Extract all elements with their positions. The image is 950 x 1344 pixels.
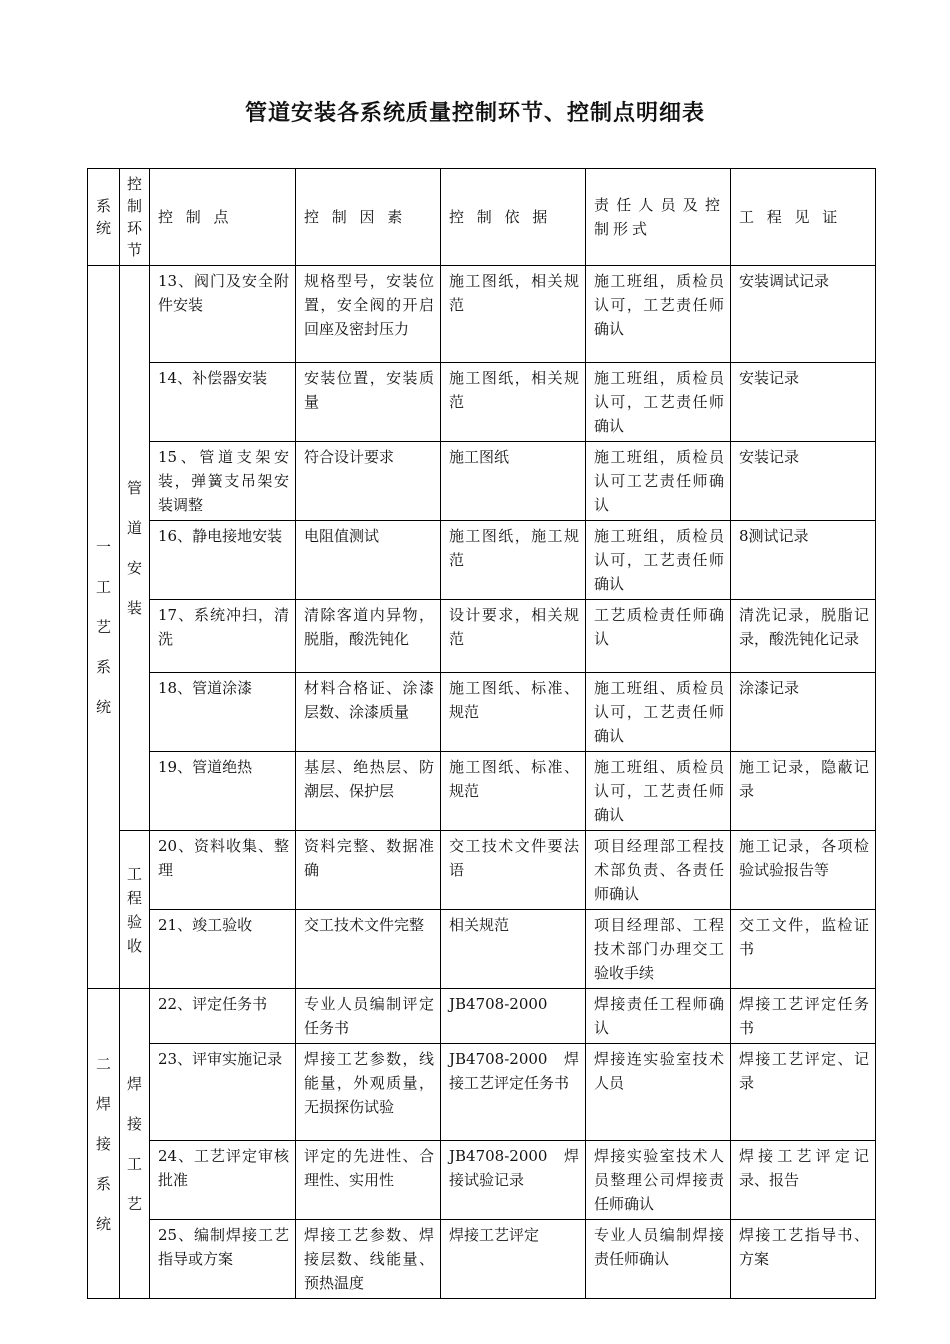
cell-responsible: 项目经理部工程技术部负责、各责任师确认	[586, 831, 731, 910]
cell-factor: 清除客道内异物，脱脂，酸洗钝化	[296, 600, 441, 673]
cell-point: 13、阀门及安全附件安装	[150, 266, 296, 363]
cell-factor: 交工技术文件完整	[296, 910, 441, 989]
cell-evidence: 交工文件，监检证书	[731, 910, 876, 989]
cell-point: 21、竣工验收	[150, 910, 296, 989]
cell-point: 25、编制焊接工艺指导或方案	[150, 1220, 296, 1299]
header-basis: 控 制 依 据	[441, 169, 586, 266]
cell-basis: 焊接工艺评定	[441, 1220, 586, 1299]
cell-evidence: 安装记录	[731, 442, 876, 521]
cell-basis: JB4708-2000	[441, 989, 586, 1044]
cell-evidence: 焊接工艺评定任务书	[731, 989, 876, 1044]
cell-point: 23、评审实施记录	[150, 1044, 296, 1141]
cell-point: 24、工艺评定审核批准	[150, 1141, 296, 1220]
header-stage: 控 制 环 节	[120, 169, 150, 266]
cell-point: 20、资料收集、整理	[150, 831, 296, 910]
table-row	[88, 1044, 876, 1141]
cell-responsible: 施工班组、质检员认可，工艺责任师确认	[586, 673, 731, 752]
cell-responsible: 焊接实验室技术人员整理公司焊接责任师确认	[586, 1141, 731, 1220]
cell-factor: 符合设计要求	[296, 442, 441, 521]
cell-point: 14、补偿器安装	[150, 363, 296, 442]
cell-basis: 相关规范	[441, 910, 586, 989]
header-evidence: 工 程 见 证	[731, 169, 876, 266]
cell-basis: 施工图纸、标准、规范	[441, 752, 586, 831]
header-factor: 控 制 因 素	[296, 169, 441, 266]
table-row	[88, 1220, 876, 1299]
quality-control-table	[87, 168, 876, 1299]
cell-evidence: 安装记录	[731, 363, 876, 442]
cell-evidence: 安装调试记录	[731, 266, 876, 363]
cell-responsible: 施工班组，质检员认可，工艺责任师确认	[586, 521, 731, 600]
table-row	[88, 831, 876, 910]
table-row	[88, 989, 876, 1044]
cell-factor: 电阻值测试	[296, 521, 441, 600]
stage-group-cell: 工 程 验 收	[120, 831, 150, 989]
cell-point: 18、管道涂漆	[150, 673, 296, 752]
cell-factor: 评定的先进性、合理性、实用性	[296, 1141, 441, 1220]
cell-factor: 基层、绝热层、防潮层、保护层	[296, 752, 441, 831]
cell-evidence: 施工记录，隐蔽记录	[731, 752, 876, 831]
cell-evidence: 焊接工艺评定记录、报告	[731, 1141, 876, 1220]
cell-point: 15、管道支架安装，弹簧支吊架安装调整	[150, 442, 296, 521]
cell-responsible: 项目经理部、工程技术部门办理交工验收手续	[586, 910, 731, 989]
table-row	[88, 363, 876, 442]
table-row	[88, 1141, 876, 1220]
table-row	[88, 600, 876, 673]
stage-group-cell: 焊 接 工 艺	[120, 989, 150, 1299]
cell-factor: 焊接工艺参数、焊接层数、线能量、预热温度	[296, 1220, 441, 1299]
cell-responsible: 工艺质检责任师确认	[586, 600, 731, 673]
header-system: 系 统	[88, 169, 120, 266]
cell-basis: JB4708-2000 焊接工艺评定任务书	[441, 1044, 586, 1141]
table-row	[88, 442, 876, 521]
page-title: 管道安装各系统质量控制环节、控制点明细表	[244, 101, 705, 126]
stage-group-cell: 管 道 安 装	[120, 266, 150, 831]
system-group-cell: 一 工 艺 系 统	[88, 266, 120, 989]
cell-responsible: 焊接连实验室技术人员	[586, 1044, 731, 1141]
cell-basis: JB4708-2000 焊接试验记录	[441, 1141, 586, 1220]
cell-evidence: 清洗记录，脱脂记录，酸洗钝化记录	[731, 600, 876, 673]
cell-responsible: 施工班组，质检员认可，工艺责任师确认	[586, 363, 731, 442]
cell-basis: 设计要求，相关规范	[441, 600, 586, 673]
cell-evidence: 焊接工艺指导书、方案	[731, 1220, 876, 1299]
table-row	[88, 752, 876, 831]
table-header-row	[88, 169, 876, 266]
header-responsible: 责任人员及控制形式	[586, 169, 731, 266]
cell-evidence: 8测试记录	[731, 521, 876, 600]
cell-point: 22、评定任务书	[150, 989, 296, 1044]
cell-point: 17、系统冲扫，清洗	[150, 600, 296, 673]
cell-factor: 焊接工艺参数，线能量，外观质量，无损探伤试验	[296, 1044, 441, 1141]
cell-responsible: 专业人员编制焊接责任师确认	[586, 1220, 731, 1299]
header-point: 控 制 点	[150, 169, 296, 266]
cell-basis: 施工图纸，相关规范	[441, 266, 586, 363]
cell-basis: 施工图纸，施工规范	[441, 521, 586, 600]
table-row	[88, 266, 876, 363]
cell-responsible: 施工班组，质检员认可，工艺责任师确认	[586, 266, 731, 363]
cell-basis: 施工图纸	[441, 442, 586, 521]
cell-responsible: 施工班组，质检员认可工艺责任师确认	[586, 442, 731, 521]
cell-point: 19、管道绝热	[150, 752, 296, 831]
system-group-cell: 二 焊 接 系 统	[88, 989, 120, 1299]
cell-factor: 规格型号，安装位置，安全阀的开启回座及密封压力	[296, 266, 441, 363]
cell-responsible: 焊接责任工程师确认	[586, 989, 731, 1044]
cell-point: 16、静电接地安装	[150, 521, 296, 600]
cell-basis: 施工图纸、标准、规范	[441, 673, 586, 752]
cell-evidence: 涂漆记录	[731, 673, 876, 752]
cell-evidence: 施工记录，各项检验试验报告等	[731, 831, 876, 910]
cell-factor: 安装位置，安装质量	[296, 363, 441, 442]
table-row	[88, 673, 876, 752]
cell-responsible: 施工班组、质检员认可，工艺责任师确认	[586, 752, 731, 831]
cell-factor: 资料完整、数据准确	[296, 831, 441, 910]
table-row	[88, 521, 876, 600]
cell-factor: 专业人员编制评定任务书	[296, 989, 441, 1044]
cell-basis: 交工技术文件要法语	[441, 831, 586, 910]
table-row	[88, 910, 876, 989]
cell-basis: 施工图纸，相关规范	[441, 363, 586, 442]
cell-factor: 材料合格证、涂漆层数、涂漆质量	[296, 673, 441, 752]
cell-evidence: 焊接工艺评定、记录	[731, 1044, 876, 1141]
